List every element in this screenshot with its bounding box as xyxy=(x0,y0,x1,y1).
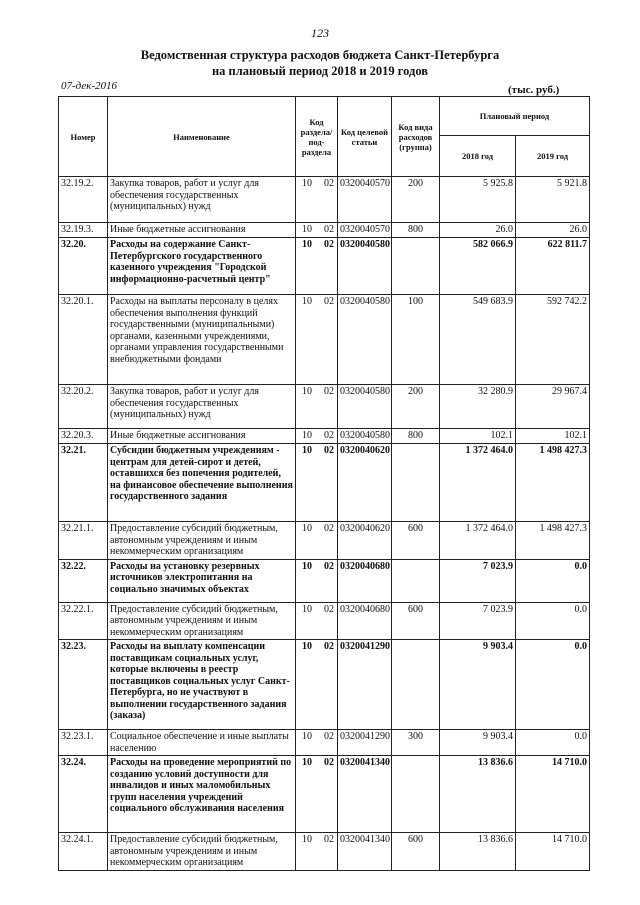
row-section-code-part1: 10 xyxy=(302,445,312,456)
table-row xyxy=(59,730,590,756)
row-amount-2019: 0.0 xyxy=(516,602,590,640)
row-group-code: 200 xyxy=(392,177,440,223)
row-group-code xyxy=(392,444,440,522)
row-section-code-part2: 02 xyxy=(324,386,334,397)
row-amount-2018: 7 023.9 xyxy=(440,602,516,640)
row-number: 32.23.1. xyxy=(59,730,108,756)
header-name: Наименование xyxy=(108,97,296,177)
row-number: 32.19.2. xyxy=(59,177,108,223)
table-row xyxy=(59,559,590,602)
row-section-code-part1: 10 xyxy=(302,239,312,250)
title-line-2: на плановый период 2018 и 2019 годов xyxy=(211,64,429,78)
table-row xyxy=(59,602,590,640)
row-section-code xyxy=(296,833,338,871)
row-section-code-part1: 10 xyxy=(302,757,312,768)
row-section-code-part2: 02 xyxy=(324,731,334,742)
row-group-code: 600 xyxy=(392,833,440,871)
row-amount-2018: 13 836.6 xyxy=(440,833,516,871)
row-section-code-part1: 10 xyxy=(302,178,312,189)
row-target-code: 0320041290 xyxy=(338,730,392,756)
row-amount-2018: 5 925.8 xyxy=(440,177,516,223)
row-amount-2019: 1 498 427.3 xyxy=(516,522,590,560)
row-name: Предоставление субсидий бюджетным, автономным учреждениям и иным некоммерческим организациям xyxy=(108,602,296,640)
row-number: 32.24. xyxy=(59,756,108,833)
row-section-code-part2: 02 xyxy=(324,834,334,845)
row-name: Расходы на содержание Санкт-Петербургского государственного казенного учреждения "Городской информационно-расчетный центр" xyxy=(108,238,296,295)
row-section-code xyxy=(296,602,338,640)
row-section-code-part1: 10 xyxy=(302,523,312,534)
row-amount-2018: 9 903.4 xyxy=(440,640,516,730)
header-target: Код целевой статьи xyxy=(338,97,392,177)
header-plan-period: Плановый период xyxy=(440,97,590,136)
document-title xyxy=(0,47,640,79)
row-section-code xyxy=(296,223,338,238)
row-group-code: 100 xyxy=(392,295,440,385)
row-target-code: 0320040580 xyxy=(338,295,392,385)
row-section-code-part2: 02 xyxy=(324,757,334,768)
row-name: Расходы на выплату компенсации поставщикам социальных услуг, которые включены в реестр поставщиков социальных услуг Санкт-Петербурга, но не участвуют в выполнении государственного задания (заказа) xyxy=(108,640,296,730)
row-name: Расходы на установку резервных источников электропитания на социально значимых объектах xyxy=(108,559,296,602)
row-target-code: 0320040620 xyxy=(338,522,392,560)
row-amount-2019: 0.0 xyxy=(516,559,590,602)
row-section-code-part1: 10 xyxy=(302,386,312,397)
row-section-code xyxy=(296,756,338,833)
table-row xyxy=(59,756,590,833)
row-amount-2019: 14 710.0 xyxy=(516,833,590,871)
row-section-code-part1: 10 xyxy=(302,224,312,235)
units-label: (тыс. руб.) xyxy=(508,84,560,96)
row-amount-2019: 26.0 xyxy=(516,223,590,238)
row-section-code-part1: 10 xyxy=(302,560,312,572)
row-name: Закупка товаров, работ и услуг для обеспечения государственных (муниципальных) нужд xyxy=(108,385,296,429)
row-section-code-part1: 10 xyxy=(302,430,312,441)
row-section-code xyxy=(296,640,338,730)
row-target-code: 0320040570 xyxy=(338,223,392,238)
row-name: Предоставление субсидий бюджетным, автономным учреждениям и иным некоммерческим организациям xyxy=(108,833,296,871)
row-section-code-part2: 02 xyxy=(324,430,334,441)
row-section-code-part2: 02 xyxy=(324,560,334,572)
row-amount-2018: 26.0 xyxy=(440,223,516,238)
row-group-code xyxy=(392,559,440,602)
row-number: 32.20. xyxy=(59,238,108,295)
row-number: 32.20.2. xyxy=(59,385,108,429)
row-number: 32.20.3. xyxy=(59,429,108,444)
table-row xyxy=(59,295,590,385)
row-number: 32.23. xyxy=(59,640,108,730)
row-number: 32.22.1. xyxy=(59,602,108,640)
row-number: 32.21.1. xyxy=(59,522,108,560)
row-group-code: 300 xyxy=(392,730,440,756)
row-amount-2019: 14 710.0 xyxy=(516,756,590,833)
row-name: Иные бюджетные ассигнования xyxy=(108,223,296,238)
title-line-1: Ведомственная структура расходов бюджета Санкт-Петербурга xyxy=(140,48,500,62)
row-section-code-part2: 02 xyxy=(324,178,334,189)
row-amount-2018: 1 372 464.0 xyxy=(440,444,516,522)
table-row xyxy=(59,833,590,871)
row-name: Расходы на проведение мероприятий по созданию условий доступности для инвалидов и иных маломобильных групп населения учреждений социального обслуживания населения xyxy=(108,756,296,833)
row-amount-2019: 0.0 xyxy=(516,730,590,756)
row-amount-2019: 0.0 xyxy=(516,640,590,730)
row-target-code: 0320041340 xyxy=(338,756,392,833)
row-amount-2018: 32 280.9 xyxy=(440,385,516,429)
table-row xyxy=(59,429,590,444)
row-section-code-part2: 02 xyxy=(324,523,334,534)
row-target-code: 0320040580 xyxy=(338,238,392,295)
row-section-code-part2: 02 xyxy=(324,296,334,307)
budget-table xyxy=(58,96,590,871)
row-number: 32.21. xyxy=(59,444,108,522)
row-target-code: 0320041340 xyxy=(338,833,392,871)
row-name: Закупка товаров, работ и услуг для обеспечения государственных (муниципальных) нужд xyxy=(108,177,296,223)
row-section-code-part2: 02 xyxy=(324,445,334,456)
row-amount-2019: 1 498 427.3 xyxy=(516,444,590,522)
row-target-code: 0320040680 xyxy=(338,559,392,602)
row-amount-2018: 582 066.9 xyxy=(440,238,516,295)
row-section-code-part2: 02 xyxy=(324,239,334,250)
table-row xyxy=(59,223,590,238)
table-body xyxy=(59,177,590,871)
header-year-2019: 2019 год xyxy=(516,136,590,177)
row-section-code xyxy=(296,385,338,429)
row-section-code-part2: 02 xyxy=(324,603,334,615)
row-amount-2018: 549 683.9 xyxy=(440,295,516,385)
row-section-code xyxy=(296,295,338,385)
row-number: 32.20.1. xyxy=(59,295,108,385)
row-number: 32.19.3. xyxy=(59,223,108,238)
row-section-code-part1: 10 xyxy=(302,834,312,845)
row-target-code: 0320041290 xyxy=(338,640,392,730)
row-amount-2019: 102.1 xyxy=(516,429,590,444)
row-group-code: 600 xyxy=(392,602,440,640)
row-group-code xyxy=(392,756,440,833)
row-section-code xyxy=(296,522,338,560)
row-name: Предоставление субсидий бюджетным, автономным учреждениям и иным некоммерческим организациям xyxy=(108,522,296,560)
table-row xyxy=(59,385,590,429)
row-target-code: 0320040570 xyxy=(338,177,392,223)
row-amount-2019: 29 967.4 xyxy=(516,385,590,429)
header-section: Код раздела/ под-раздела xyxy=(296,97,338,177)
row-name: Субсидии бюджетным учреждениям - центрам для детей-сирот и детей, оставшихся без попечения родителей, на финансовое обеспечение выполнения государственного задания xyxy=(108,444,296,522)
row-name: Расходы на выплаты персоналу в целях обеспечения выполнения функций государственными (муниципальными) органами, казенными учреждениями, органами управления государственными внебюджетными фондами xyxy=(108,295,296,385)
row-amount-2018: 7 023.9 xyxy=(440,559,516,602)
row-section-code-part2: 02 xyxy=(324,641,334,652)
row-section-code-part1: 10 xyxy=(302,641,312,652)
row-group-code: 600 xyxy=(392,522,440,560)
page-number: 123 xyxy=(311,26,329,40)
row-amount-2018: 13 836.6 xyxy=(440,756,516,833)
header-number: Номер xyxy=(59,97,108,177)
row-amount-2019: 622 811.7 xyxy=(516,238,590,295)
row-amount-2018: 9 903.4 xyxy=(440,730,516,756)
row-target-code: 0320040580 xyxy=(338,429,392,444)
row-section-code-part1: 10 xyxy=(302,731,312,742)
row-group-code: 200 xyxy=(392,385,440,429)
row-group-code xyxy=(392,640,440,730)
table-header xyxy=(59,97,590,177)
row-section-code xyxy=(296,429,338,444)
row-name: Социальное обеспечение и иные выплаты населению xyxy=(108,730,296,756)
table-row xyxy=(59,640,590,730)
row-section-code xyxy=(296,559,338,602)
row-target-code: 0320040680 xyxy=(338,602,392,640)
row-target-code: 0320040580 xyxy=(338,385,392,429)
row-amount-2019: 592 742.2 xyxy=(516,295,590,385)
row-group-code: 800 xyxy=(392,429,440,444)
table-row xyxy=(59,238,590,295)
table-row xyxy=(59,177,590,223)
row-amount-2018: 1 372 464.0 xyxy=(440,522,516,560)
header-group: Код вида расходов (группа) xyxy=(392,97,440,177)
table-row xyxy=(59,444,590,522)
row-group-code xyxy=(392,238,440,295)
row-target-code: 0320040620 xyxy=(338,444,392,522)
row-group-code: 800 xyxy=(392,223,440,238)
document-date: 07-дек-2016 xyxy=(61,80,118,92)
row-number: 32.24.1. xyxy=(59,833,108,871)
table-row xyxy=(59,522,590,560)
row-name: Иные бюджетные ассигнования xyxy=(108,429,296,444)
row-section-code xyxy=(296,730,338,756)
row-section-code-part2: 02 xyxy=(324,224,334,235)
row-section-code xyxy=(296,177,338,223)
row-amount-2018: 102.1 xyxy=(440,429,516,444)
row-section-code xyxy=(296,238,338,295)
row-amount-2019: 5 921.8 xyxy=(516,177,590,223)
row-section-code xyxy=(296,444,338,522)
row-section-code-part1: 10 xyxy=(302,603,312,615)
row-number: 32.22. xyxy=(59,559,108,602)
header-year-2018: 2018 год xyxy=(440,136,516,177)
row-section-code-part1: 10 xyxy=(302,296,312,307)
